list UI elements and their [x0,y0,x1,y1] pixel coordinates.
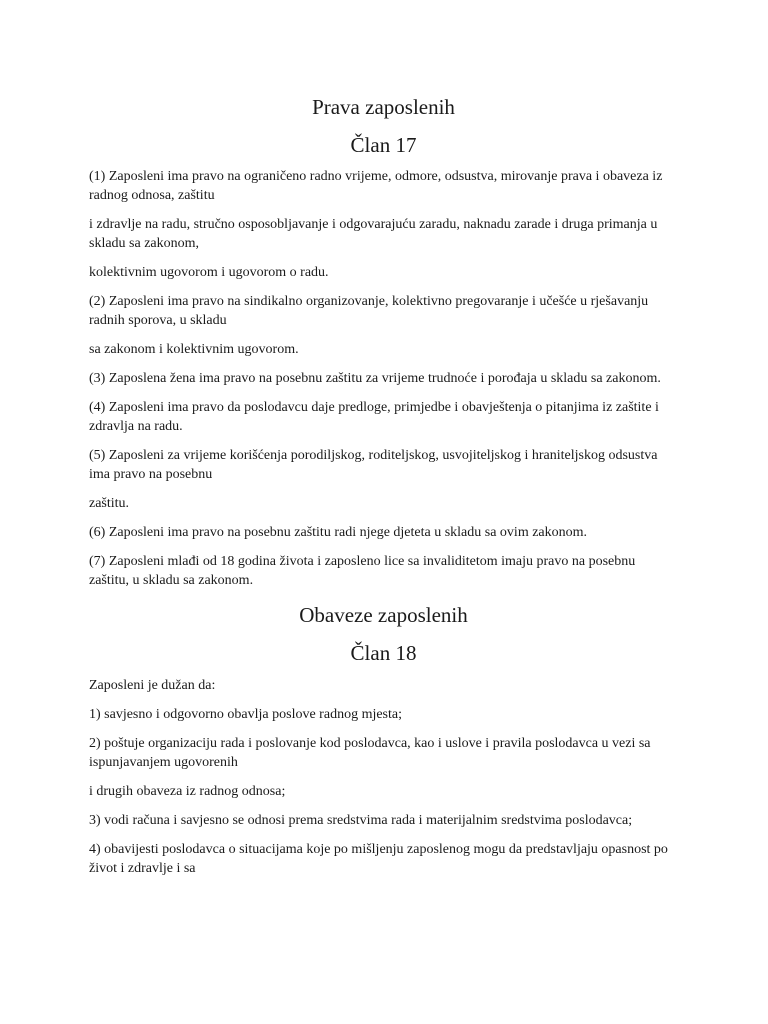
paragraph: i drugih obaveza iz radnog odnosa; [89,784,286,799]
paragraph: 4) obavijesti poslodavca o situacijama koje po mišljenju zaposlenog mogu da predstavljaju opasnost po život i zdravlje i sa [89,842,668,876]
paragraph: zaštitu. [89,496,130,511]
section-title: Obaveze zaposlenih [299,603,468,627]
paragraph: kolektivnim ugovorom i ugovorom o radu. [89,265,329,280]
paragraph: (1) Zaposleni ima pravo na ograničeno radno vrijeme, odmore, odsustva, mirovanje prava i obaveza iz radnog odnosa, zaštitu [89,169,663,203]
paragraph: Zaposleni je dužan da: [89,678,216,693]
paragraph: (7) Zaposleni mlađi od 18 godina života i zaposleno lice sa invaliditetom imaju pravo na posebnu zaštitu, u skladu sa zakonom. [89,554,636,588]
article-heading: Član 18 [350,641,417,665]
paragraph: (5) Zaposleni za vrijeme korišćenja porodiljskog, roditeljskog, usvojiteljskog i hraniteljskog odsustva ima pravo na posebnu [89,448,658,482]
paragraph: (6) Zaposleni ima pravo na posebnu zaštitu radi njege djeteta u skladu sa ovim zakonom. [89,525,588,540]
paragraph: (3) Zaposlena žena ima pravo na posebnu zaštitu za vrijeme trudnoće i porođaja u skladu sa zakonom. [89,371,661,386]
paragraph: (2) Zaposleni ima pravo na sindikalno organizovanje, kolektivno pregovaranje i učešće u rješavanju radnih sporova, u skladu [89,294,649,328]
paragraph: 3) vodi računa i savjesno se odnosi prema sredstvima rada i materijalnim sredstvima poslodavca; [89,813,633,828]
article-heading: Član 17 [350,133,417,157]
paragraph: 1) savjesno i odgovorno obavlja poslove radnog mjesta; [89,707,402,722]
paragraph: (4) Zaposleni ima pravo da poslodavcu daje predloge, primjedbe i obavještenja o pitanjima iz zaštite i zdravlja na radu. [89,400,659,434]
paragraph: i zdravlje na radu, stručno osposobljavanje i odgovarajuću zaradu, naknadu zarade i druga primanja u skladu sa zakonom, [89,217,658,251]
paragraph: 2) poštuje organizaciju rada i poslovanje kod poslodavca, kao i uslove i pravila poslodavca u vezi sa ispunjavanjem ugovorenih [89,736,651,770]
paragraph: sa zakonom i kolektivnim ugovorom. [89,342,299,357]
section-title: Prava zaposlenih [312,95,455,119]
